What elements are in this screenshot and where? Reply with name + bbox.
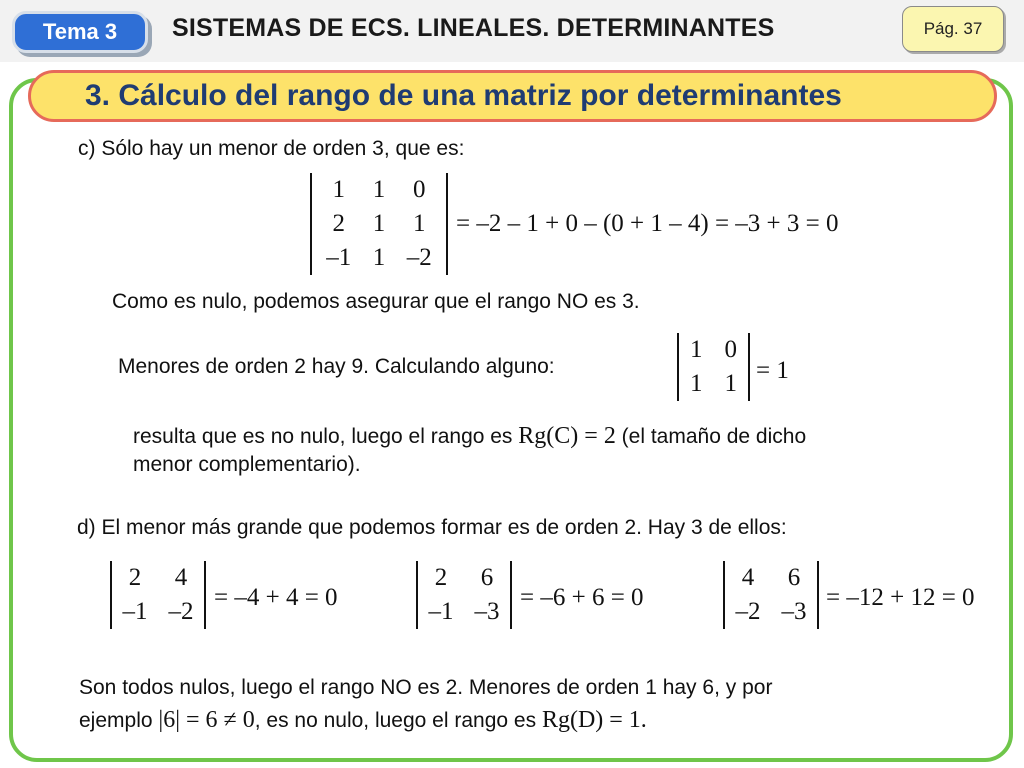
det3-cell: 1: [372, 210, 386, 237]
d3-cell: 4: [741, 564, 755, 591]
det3-result: = –2 – 1 + 0 – (0 + 1 – 4) = –3 + 3 = 0: [456, 210, 839, 237]
d2-result: = –6 + 6 = 0: [520, 584, 644, 611]
det3-cell: 1: [412, 210, 426, 237]
part-d-intro: d) El menor más grande que podemos formar es de orden 2. Hay 3 de ellos:: [77, 516, 787, 539]
conclusion-line2: menor complementario).: [133, 453, 361, 476]
d3-cell: –3: [781, 598, 807, 625]
d3-result: = –12 + 12 = 0: [826, 584, 975, 611]
determinant-d1: [110, 561, 206, 629]
conclusion-text-b: (el tamaño de dicho: [621, 425, 807, 448]
d2-cell: –3: [474, 598, 500, 625]
tema-badge[interactable]: [12, 11, 148, 53]
determinant-3x3: [310, 173, 448, 275]
det3-cell: 0: [412, 176, 426, 203]
d3-cell: 6: [787, 564, 801, 591]
det3-cell: 1: [332, 176, 346, 203]
d2-cell: 2: [434, 564, 448, 591]
d3-cell: –2: [735, 598, 761, 625]
final-line2: [79, 707, 647, 734]
final-line1: Son todos nulos, luego el rango NO es 2. Menores de orden 1 hay 6, y por: [79, 676, 773, 699]
page-number-badge: [902, 6, 1004, 52]
det2-cell: 1: [690, 336, 703, 363]
determinant-2x2-c: [677, 333, 750, 401]
conclusion-line1: [133, 423, 806, 450]
part-c-intro: c) Sólo hay un menor de orden 3, que es:: [78, 137, 465, 160]
det2-cell: 1: [690, 370, 703, 397]
determinant-d3: [723, 561, 819, 629]
page-number: Pág. 37: [923, 19, 983, 38]
rank-d: Rg(D) = 1.: [541, 707, 647, 733]
d1-cell: 4: [174, 564, 188, 591]
det2-cell: 1: [724, 370, 737, 397]
rank-c: Rg(C) = 2: [518, 423, 616, 449]
section-title: 3. Cálculo del rango de una matriz por determinantes: [85, 79, 842, 112]
determinant-d2: [416, 561, 512, 629]
det2-cell: 0: [724, 336, 737, 363]
d1-result: = –4 + 4 = 0: [214, 584, 338, 611]
section-title-banner: [28, 70, 997, 122]
det2-result: = 1: [756, 357, 789, 384]
abs-six-expression: |6| = 6 ≠ 0: [158, 707, 255, 733]
content-frame: [9, 78, 1013, 762]
det3-cell: 1: [372, 176, 386, 203]
d1-cell: –2: [168, 598, 194, 625]
det3-cell: –2: [406, 244, 432, 271]
det3-cell: 1: [372, 244, 386, 271]
tema-label: Tema 3: [42, 19, 118, 44]
chapter-title: SISTEMAS DE ECS. LINEALES. DETERMINANTES: [172, 14, 775, 42]
det3-cell: –1: [326, 244, 352, 271]
minors-order2-text: Menores de orden 2 hay 9. Calculando alguno:: [118, 355, 555, 378]
header-bar: [0, 0, 1024, 62]
final-text-a: ejemplo: [79, 709, 153, 732]
det3-cell: 2: [332, 210, 346, 237]
d1-cell: 2: [128, 564, 142, 591]
null-statement: Como es nulo, podemos asegurar que el rango NO es 3.: [112, 290, 640, 313]
final-text-b: , es no nulo, luego el rango es: [254, 709, 537, 732]
d2-cell: –1: [428, 598, 454, 625]
d1-cell: –1: [122, 598, 148, 625]
conclusion-text-a: resulta que es no nulo, luego el rango es: [133, 425, 513, 448]
d2-cell: 6: [480, 564, 494, 591]
